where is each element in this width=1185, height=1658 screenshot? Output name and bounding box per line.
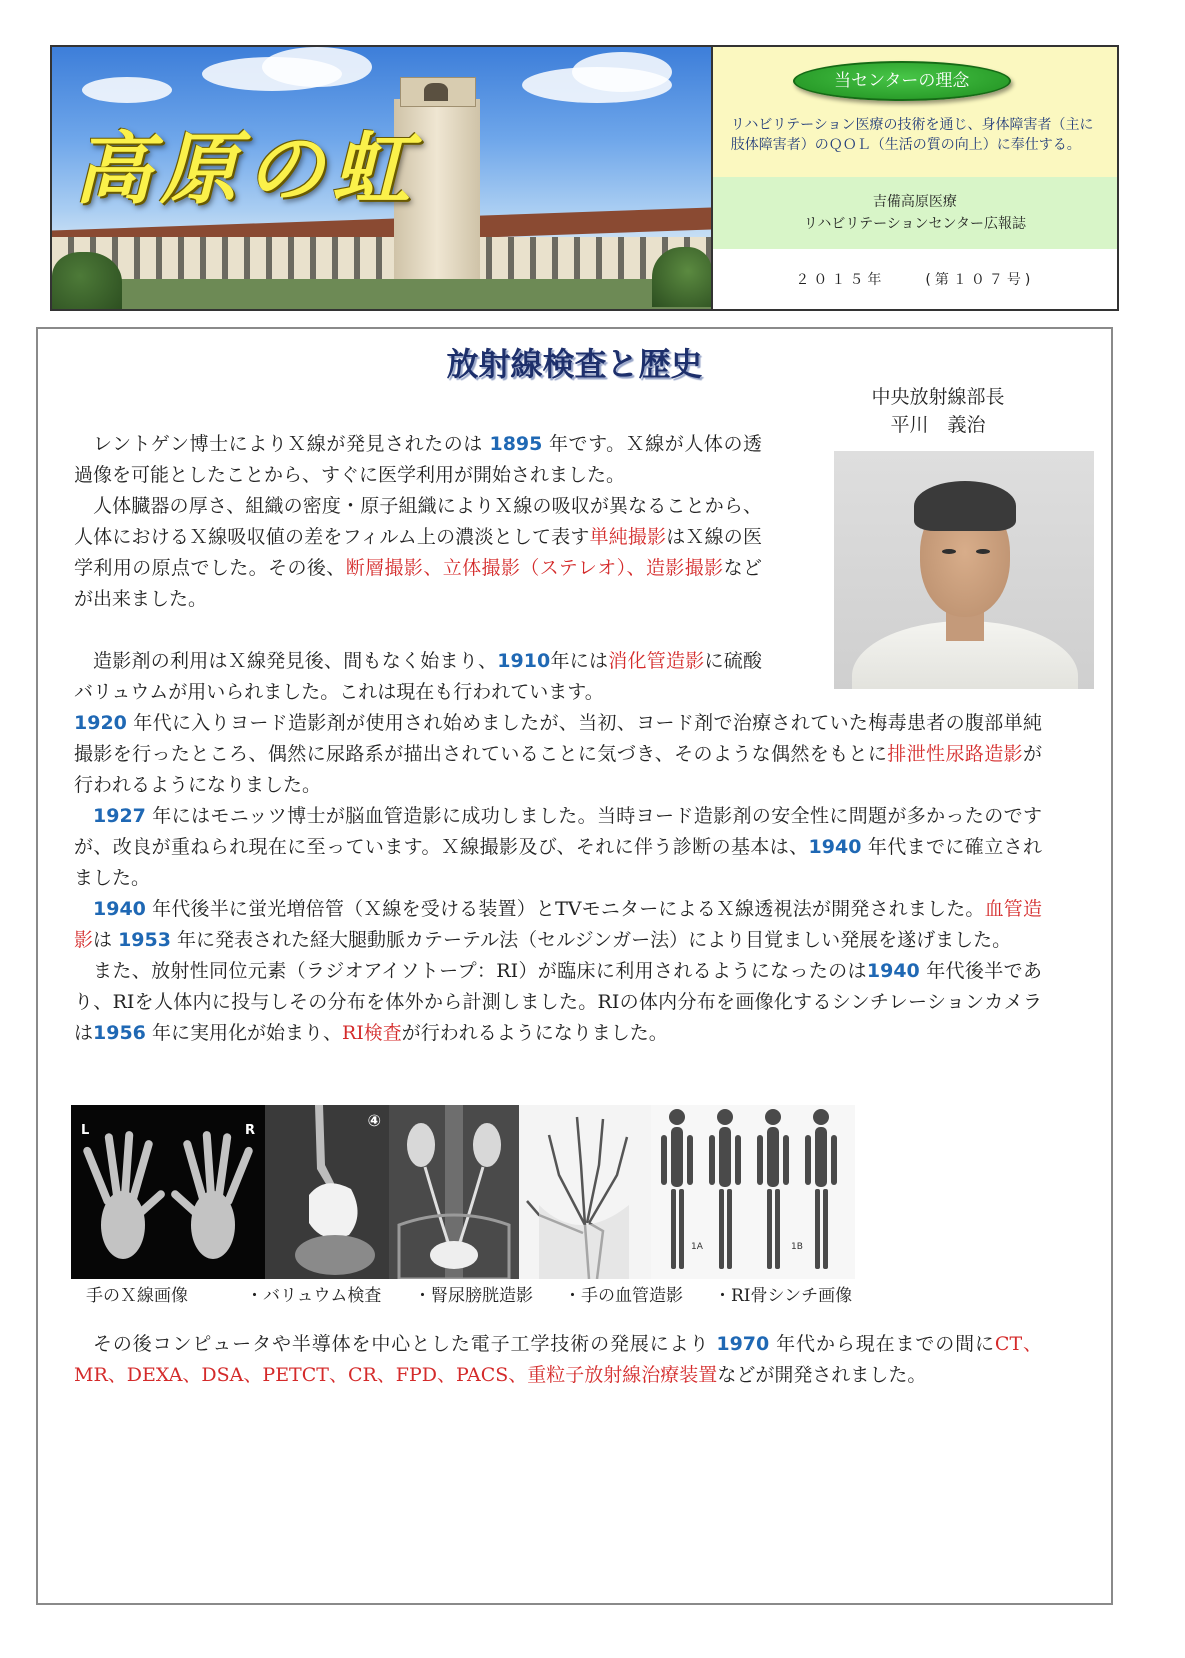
ri-bone-scintigraphy-image <box>651 1105 855 1279</box>
paragraph-5: 1940 年代後半に蛍光増倍管（Ｘ線を受ける装置）とTVモニターによるＸ線透視法が開発されました。血管造影は 1953 年に発表された経大腿動脈カテーテル法（セルジンガー法）により目覚ましい発展を遂げました。 <box>74 898 1042 951</box>
article-body-closing <box>74 1329 1042 1391</box>
header-photo <box>52 47 713 309</box>
newsletter-header <box>50 45 1119 311</box>
publisher-line-1: 吉備高原医療 <box>872 194 957 210</box>
medical-image-strip <box>71 1105 855 1279</box>
image-label-circled: ④ <box>367 1111 381 1130</box>
philosophy-box <box>713 47 1117 177</box>
paragraph-1: レントゲン博士によりＸ線が発見されたのは 1895 年です。Ｘ線が人体の透過像を可能としたことから、すぐに医学利用が開始されました。 <box>74 433 763 486</box>
ri-label-1b: 1B <box>791 1242 803 1252</box>
hand-xray-image <box>71 1105 265 1279</box>
article-frame <box>36 327 1113 1605</box>
barium-exam-image <box>265 1105 389 1279</box>
paragraph-6: また、放射性同位元素（ラジオアイソトープ：RI）が臨床に利用されるようになったのは1940 年代後半であり、RIを人体内に投与しその分布を体外から計測しました。RIの体内分布を画像化するシンチレーションカメラは1956 年に実用化が始まり、RI検査が行われるようになりました。 <box>74 960 1042 1044</box>
publisher-box <box>713 177 1117 249</box>
author-block <box>848 383 1028 439</box>
philosophy-badge: 当センターの理念 <box>793 61 1011 101</box>
caption-urography: ・腎尿膀胱造影 <box>414 1286 533 1306</box>
paragraph-2: 人体臓器の厚さ、組織の密度・原子組織によりＸ線の吸収が異なることから、人体におけるＸ線吸収値の差をフィルム上の濃淡として表す単純撮影はＸ線の医学利用の原点でした。その後、断層撮影、立体撮影（ステレオ）、造影撮影などが出来ました。 <box>74 495 762 610</box>
urography-image <box>389 1105 519 1279</box>
philosophy-text: リハビリテーション医療の技術を通じ、身体障害者（主に肢体障害者）のＱＯＬ（生活の質の向上）に奉仕する。 <box>730 117 1094 153</box>
ri-label-1a: 1A <box>691 1242 703 1252</box>
newsletter-title: 高原の虹 <box>74 125 419 215</box>
author-title: 中央放射線部長 <box>871 386 1005 408</box>
article-body-lower <box>74 646 1074 708</box>
image-label-left: L <box>81 1123 90 1138</box>
caption-hand-xray: 手のＸ線画像 <box>86 1286 188 1306</box>
caption-ri-bone: ・RI骨シンチ画像 <box>714 1286 853 1306</box>
issue-info <box>713 249 1117 309</box>
caption-angiography: ・手の血管造影 <box>564 1286 683 1306</box>
article-body-full <box>74 708 1042 1049</box>
paragraph-3-rest: 1920 年代に入りヨード造影剤が使用され始めましたが、当初、ヨード剤で治療されていた梅毒患者の腹部単純撮影を行ったところ、偶然に尿路系が描出されていることに気づき、そのような偶然をもとに排泄性尿路造影が行われるようになりました。 <box>74 712 1042 796</box>
article-title: 放射線検査と歴史 <box>446 345 703 383</box>
caption-barium: ・バリュウム検査 <box>246 1286 382 1306</box>
paragraph-4: 1927 年にはモニッツ博士が脳血管造影に成功しました。当時ヨード造影剤の安全性に問題が多かったのですが、改良が重ねられ現在に至っています。Ｘ線撮影及び、それに伴う診断の基本は、1940 年代までに確立されました。 <box>74 805 1042 889</box>
issue-number: (第１０７号) <box>925 272 1035 288</box>
issue-year: ２０１５年 <box>795 272 886 288</box>
article-body-upper <box>74 429 762 615</box>
image-label-right: R <box>244 1123 255 1138</box>
hand-angiography-image <box>519 1105 651 1279</box>
image-captions <box>86 1281 906 1306</box>
header-info-panel <box>713 47 1117 309</box>
publisher-line-2: リハビリテーションセンター広報誌 <box>803 216 1026 232</box>
paragraph-3-lead: 造影剤の利用はＸ線発見後、間もなく始まり、1910年には消化管造影に硫酸バリュウムが用いられました。これは現在も行われています。 <box>74 650 762 703</box>
author-name: 平川 義治 <box>890 414 986 436</box>
paragraph-7: その後コンピュータや半導体を中心とした電子工学技術の発展により 1970 年代から現在までの間にCT、MR、DEXA、DSA、PETCT、CR、FPD、PACS、重粒子放射線治療装置などが開発されました。 <box>74 1333 1043 1386</box>
